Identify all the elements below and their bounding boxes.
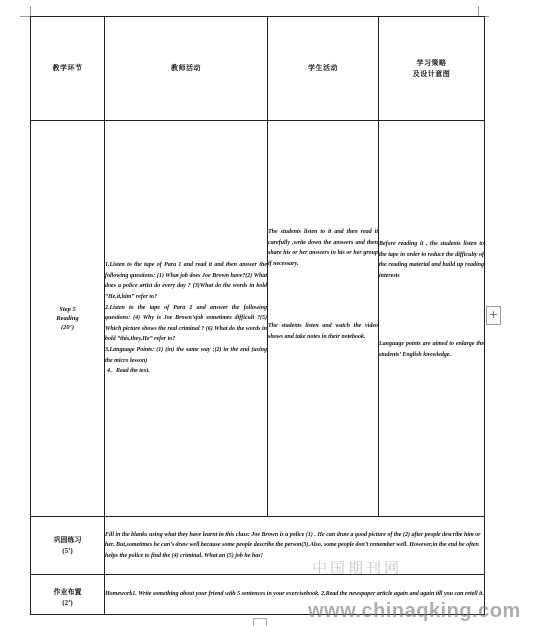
homework-label: 作业布置 (2’)	[31, 575, 105, 615]
step-label: Step 5 Reading (20’)	[31, 121, 105, 517]
teacher-item-1: 1.Listen to the tape of Para 1 and read it and then answer the following questions: (1) What job does Joe Brown have?(2) What does a police artist do every day ? (3)What do the words in bold “He,it,him” refer to?	[105, 262, 267, 301]
practice-label: 巩固练习 (5’)	[31, 517, 105, 575]
student-item-1: The students listen to it and then read it carefully ,write down the answers and then share his or her answers in his or her group if necessary.	[268, 229, 378, 267]
header-teacher-activity: 教师活动	[105, 17, 268, 121]
header-row	[31, 17, 485, 121]
practice-text: Fill in the blanks using what they have learnt in this class: Joe Brown is a police (1) . He can draw a good picture of the (2) after people describe him or her. But,sometimes he can’s draw well because some people describe the person(3).Also, some people don’t remember well. However,in the end he often helps the police to find the (4) criminal. What an (5) job he has!	[105, 517, 485, 575]
header-student-activity: 学生活动	[268, 17, 379, 121]
strategy-item-2: Language points are aimed to enlarge the students’ English knowledge.	[379, 341, 484, 358]
practice-row	[31, 517, 485, 575]
teacher-item-2: 2.Listen to the tape of Para 2 and answer the following questions: (4) Why is Joe Brown’sjob sometimes difficult ?(5) Which picture shows the real criminal ? (6) What do the words in bold “this,they,He” refer to?	[105, 304, 267, 343]
strategy-cell	[379, 121, 485, 517]
add-column-button[interactable]: +	[486, 306, 501, 325]
lesson-plan-table	[30, 16, 485, 615]
header-stage: 教学环节	[31, 17, 105, 121]
strategy-item-1: Before reading it , the students listen to the tape in order to reduce the difficulty of the reading material and build up reading interests	[379, 241, 484, 279]
homework-text: Homework1. Write something about your friend with 5 sentences in your exercisebook. 2.Read the newspaper article again and again till you can retell it.	[105, 575, 485, 615]
watermark-url: www.chinaqking.com	[308, 600, 521, 622]
reading-row	[31, 121, 485, 517]
teacher-item-3: 3.Language Points: (1) (in) the same way ;(2) in the end (using the micro lesson)	[105, 346, 267, 364]
student-activity-cell	[268, 121, 379, 517]
watermark-cn: 中国期刊网	[312, 559, 403, 577]
header-strategy: 学习策略 及设计意图	[379, 17, 485, 121]
teacher-activity-cell	[105, 121, 268, 517]
student-item-2: The students listen and watch the video shows and take notes in their notebook.	[268, 323, 378, 340]
teacher-item-4: 4．Read the text.	[107, 368, 150, 375]
